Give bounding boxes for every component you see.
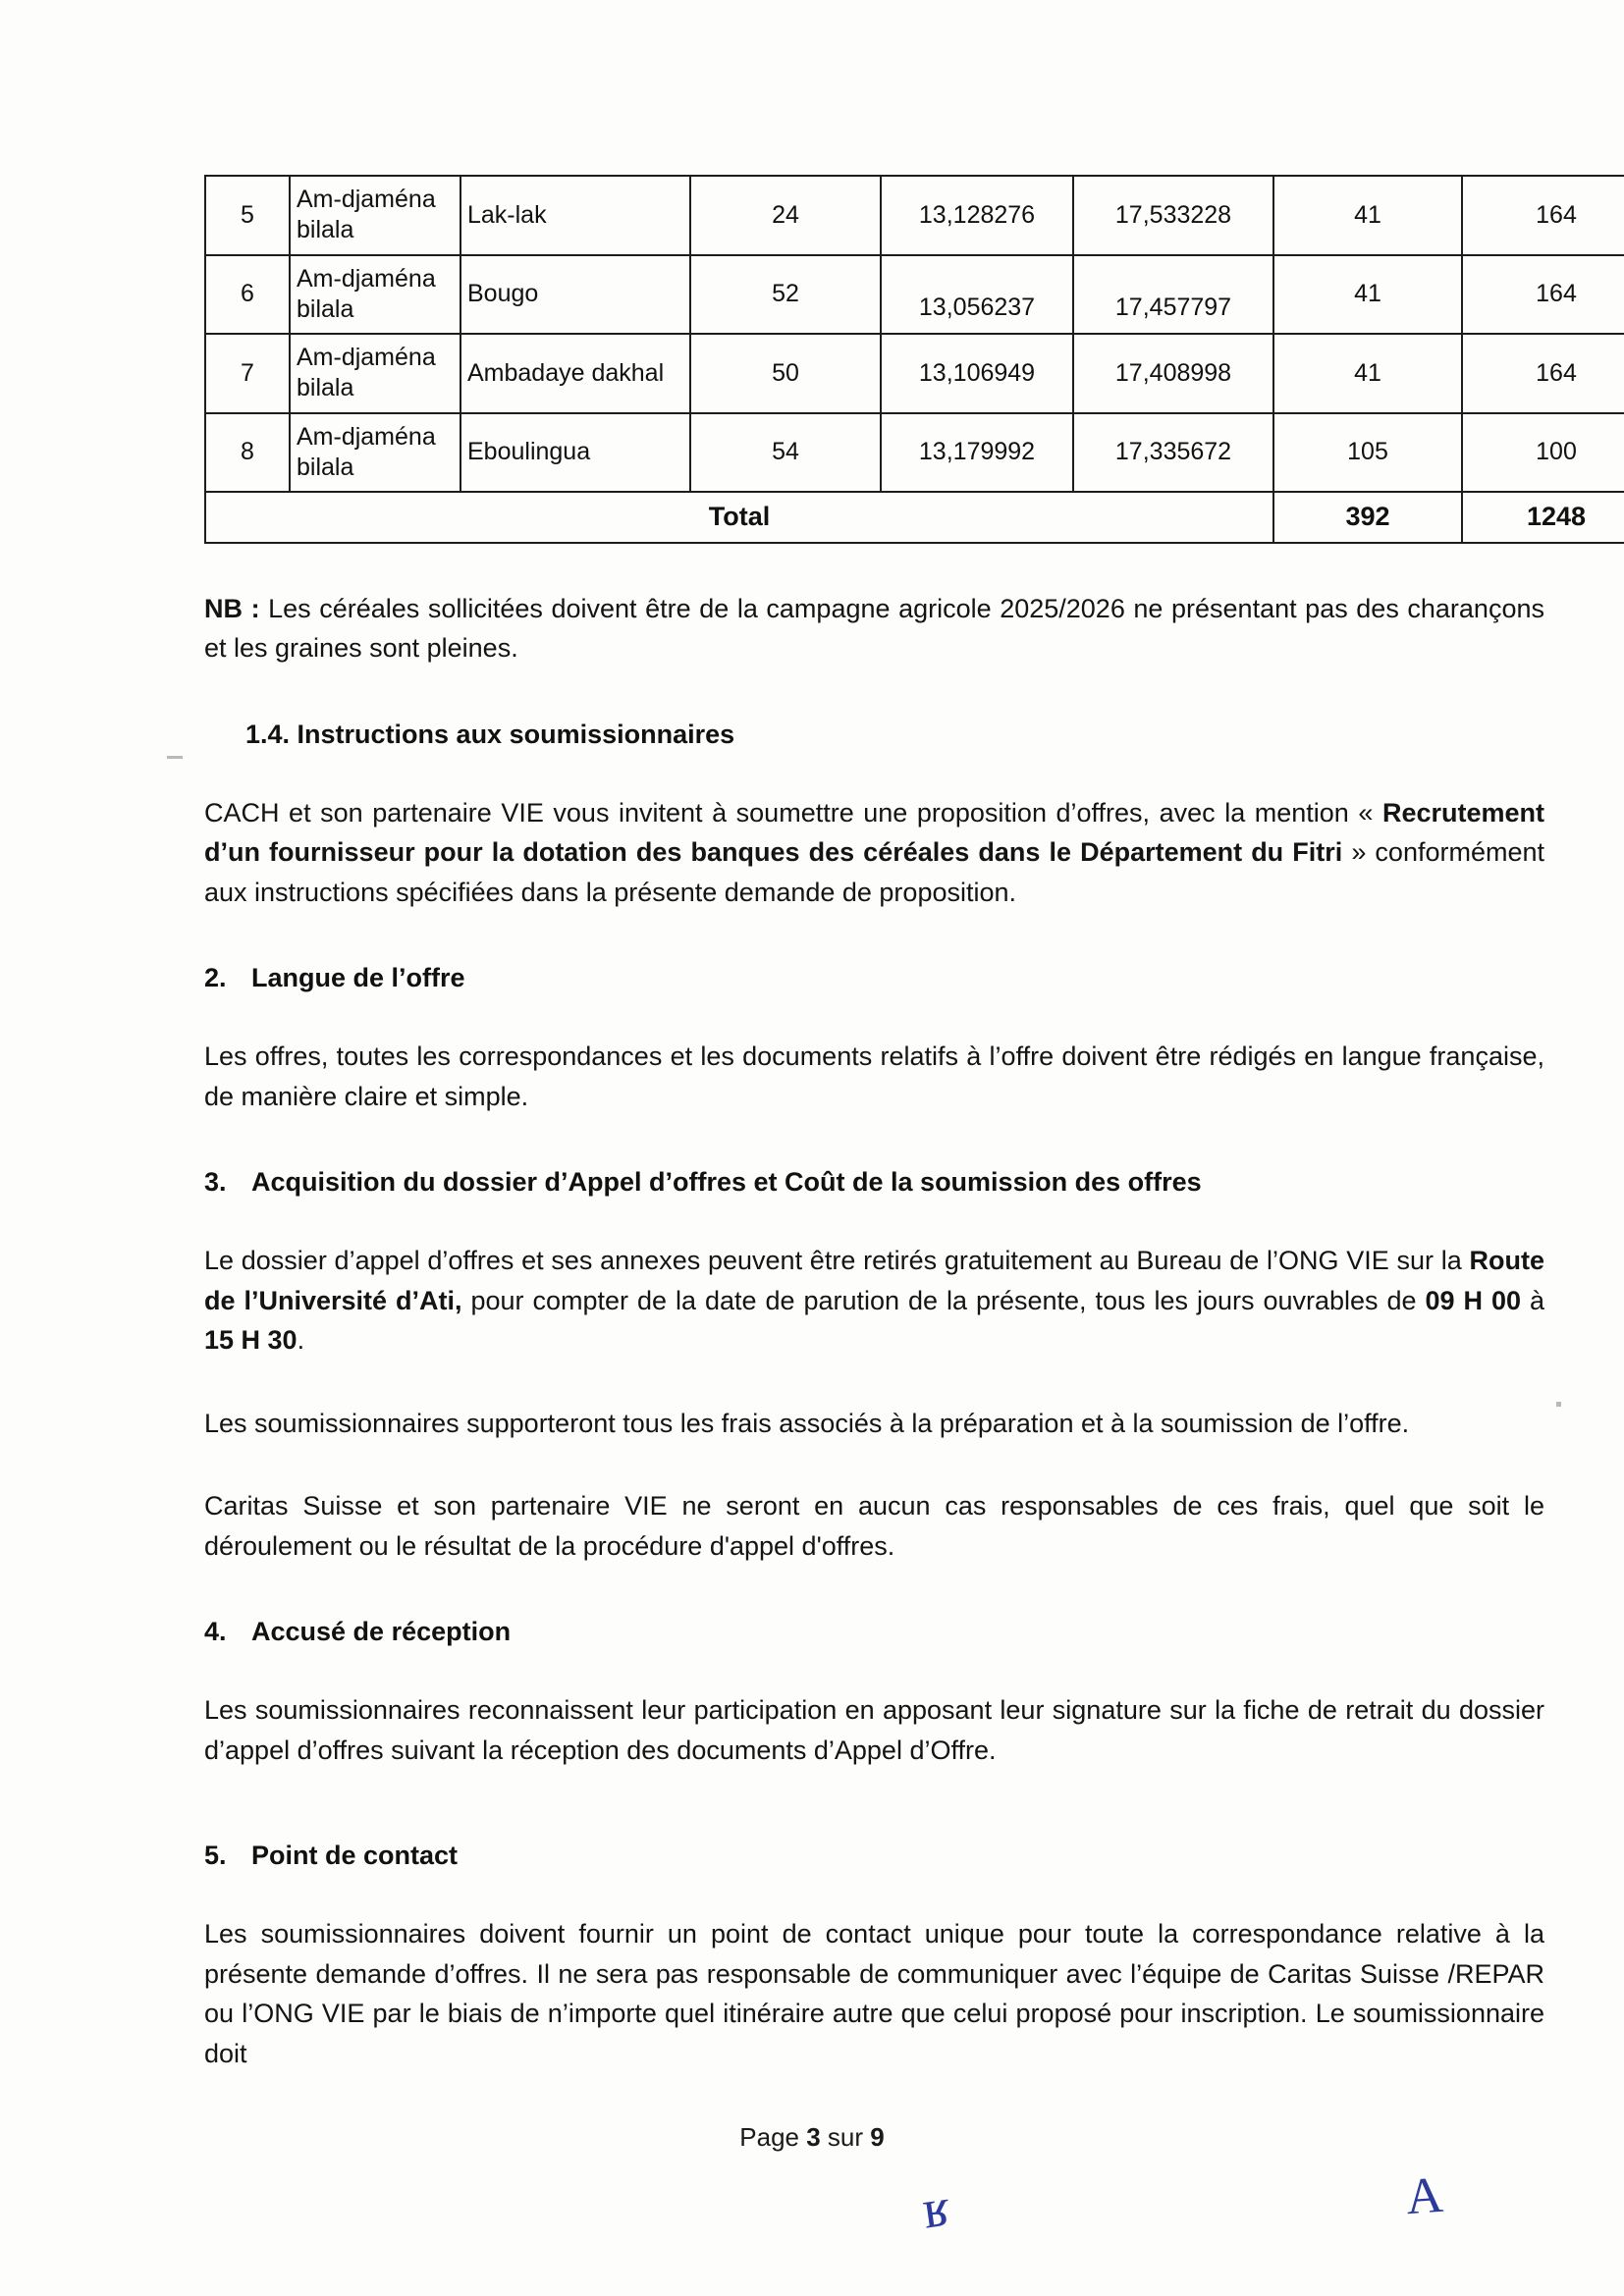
- para-text-a: CACH et son partenaire VIE vous invitent à soumettre une proposition d’offres, avec la mention «: [204, 797, 1382, 828]
- para-text-c: à: [1521, 1285, 1544, 1315]
- cell-longitude: 17,335672: [1073, 413, 1273, 493]
- heading-1-4: 1.4. Instructions aux soumissionnaires: [245, 719, 735, 749]
- signature-right: A: [1404, 2166, 1445, 2226]
- spacer: [204, 1361, 1544, 1404]
- cell-village: Bougo: [460, 255, 690, 335]
- table-total-row: [205, 492, 1624, 543]
- scan-speck: [167, 756, 183, 759]
- cell-value-b: 164: [1462, 176, 1624, 255]
- page-footer: [0, 2122, 1624, 2153]
- para-text-a: Le dossier d’appel d’offres et ses annexes peuvent être retirés gratuitement au Bureau de l’ONG VIE sur la: [204, 1246, 1470, 1276]
- cell-value-b: 164: [1462, 255, 1624, 335]
- paragraph-3-2: Les soumissionnaires supporteront tous les frais associés à la préparation et à la soumission de l’offre.: [204, 1408, 1410, 1438]
- footer-total-pages: 9: [870, 2122, 885, 2152]
- cell-menages: 52: [690, 255, 881, 335]
- paragraph-3-1: [204, 1241, 1544, 1361]
- cell-latitude-text: 13,056237: [918, 294, 1036, 322]
- table-row: [205, 334, 1624, 413]
- cell-site: Am-djaména bilala: [290, 255, 460, 335]
- cell-longitude-text: 17,457797: [1114, 294, 1232, 322]
- heading-2: [204, 963, 1544, 993]
- table-body: [205, 176, 1624, 543]
- total-value-b: 1248: [1462, 492, 1624, 543]
- spacer: [204, 1566, 1544, 1617]
- spacer: [204, 1871, 1544, 1914]
- paragraph-1-4: [204, 793, 1544, 913]
- cell-value-a: 41: [1273, 334, 1462, 413]
- spacer: [204, 912, 1544, 963]
- cell-number: 6: [205, 255, 290, 335]
- nb-paragraph: [204, 589, 1544, 668]
- cell-number: 8: [205, 413, 290, 493]
- spacer: [204, 750, 1544, 793]
- heading-3: [204, 1167, 1544, 1198]
- cell-latitude: 13,128276: [881, 176, 1073, 255]
- nb-text: Les céréales sollicitées doivent être de la campagne agricole 2025/2026 ne présentant pas des charançons et les graines sont pleines.: [204, 593, 1544, 664]
- total-label: Total: [205, 492, 1273, 543]
- heading-2-number: 2.: [204, 963, 227, 993]
- spacer: [204, 1116, 1544, 1167]
- cell-value-b: 100: [1462, 413, 1624, 493]
- cell-longitude: 17,533228: [1073, 176, 1273, 255]
- heading-5-label: Point de contact: [251, 1841, 459, 1871]
- table-row: [205, 255, 1624, 335]
- nb-label: NB :: [204, 593, 260, 623]
- paragraph-4: Les soumissionnaires reconnaissent leur participation en apposant leur signature sur la fiche de retrait du dossier d’appel d’offres suivant la réception des documents d’Appel d’Offre.: [204, 1695, 1544, 1765]
- paragraph-3-3: Caritas Suisse et son partenaire VIE ne seront en aucun cas responsables de ces frais, quel que soit le déroulement ou le résultat de la procédure d'appel d'offres.: [204, 1491, 1544, 1561]
- spacer: [204, 1647, 1544, 1690]
- cell-value-a: 41: [1273, 255, 1462, 335]
- para-text-b: pour compter de la date de parution de la présente, tous les jours ouvrables de: [461, 1285, 1426, 1315]
- spacer: [204, 1198, 1544, 1241]
- footer-current-page: 3: [806, 2122, 821, 2152]
- scan-speck: [1556, 1402, 1561, 1407]
- heading-2-label: Langue de l’offre: [251, 963, 465, 993]
- para-text-bold-end: 15 H 30: [204, 1325, 298, 1356]
- para-text-bold: Recrutement d’un fournisseur pour la dotation des banques des céréales dans le Département du Fitri: [204, 797, 1544, 868]
- para-text-bold-start: 09 H 00: [1425, 1285, 1522, 1315]
- cell-longitude: [1073, 255, 1273, 335]
- spacer: [204, 1443, 1544, 1486]
- cell-value-a: 41: [1273, 176, 1462, 255]
- heading-4-number: 4.: [204, 1617, 227, 1647]
- paragraph-2: Les offres, toutes les correspondances et les documents relatifs à l’offre doivent être rédigés en langue française, de manière claire et simple.: [204, 1041, 1544, 1111]
- heading-5-number: 5.: [204, 1841, 227, 1871]
- cell-village: Ambadaye dakhal: [460, 334, 690, 413]
- heading-3-number: 3.: [204, 1167, 227, 1198]
- footer-prefix: Page: [739, 2122, 807, 2152]
- cell-number: 5: [205, 176, 290, 255]
- cell-site: Am-djaména bilala: [290, 413, 460, 493]
- cell-menages: 24: [690, 176, 881, 255]
- para-text-b: » conformément aux instructions spécifiées dans la présente demande de proposition.: [204, 837, 1544, 907]
- cell-value-b: 164: [1462, 334, 1624, 413]
- table-row: [205, 413, 1624, 493]
- cell-latitude: 13,179992: [881, 413, 1073, 493]
- footer-middle: sur: [820, 2122, 871, 2152]
- cell-longitude: 17,408998: [1073, 334, 1273, 413]
- page-content: [204, 175, 1587, 2073]
- heading-4: [204, 1617, 1544, 1647]
- cell-menages: 54: [690, 413, 881, 493]
- cell-latitude: [881, 255, 1073, 335]
- cell-village: Lak-lak: [460, 176, 690, 255]
- para-text-bold-route: Route de l’Université d’Ati,: [204, 1246, 1544, 1315]
- paragraph-5: Les soumissionnaires doivent fournir un point de contact unique pour toute la correspondance relative à la présente demande d’offres. Il ne sera pas responsable de communiquer avec l’équipe de Caritas Suisse /REPAR ou l’ONG VIE par le biais de n’importe quel itinéraire autre que celui proposé pour inscription. Le soumissionnaire doit: [204, 1919, 1544, 2068]
- cell-menages: 50: [690, 334, 881, 413]
- signature-left: ʁ: [918, 2176, 954, 2241]
- para-text-d: .: [297, 1325, 305, 1356]
- heading-3-label: Acquisition du dossier d’Appel d’offres et Coût de la soumission des offres: [251, 1167, 1202, 1198]
- spacer: [204, 993, 1544, 1037]
- heading-5: [204, 1841, 1544, 1871]
- table-row: [205, 176, 1624, 255]
- cell-village: Eboulingua: [460, 413, 690, 493]
- cell-value-a: 105: [1273, 413, 1462, 493]
- cell-site: Am-djaména bilala: [290, 334, 460, 413]
- total-value-a: 392: [1273, 492, 1462, 543]
- cell-latitude: 13,106949: [881, 334, 1073, 413]
- cell-site: Am-djaména bilala: [290, 176, 460, 255]
- spacer: [204, 1770, 1544, 1841]
- heading-4-label: Accusé de réception: [251, 1617, 512, 1647]
- cell-number: 7: [205, 334, 290, 413]
- spacer: [204, 668, 1544, 720]
- villages-table: [204, 175, 1624, 544]
